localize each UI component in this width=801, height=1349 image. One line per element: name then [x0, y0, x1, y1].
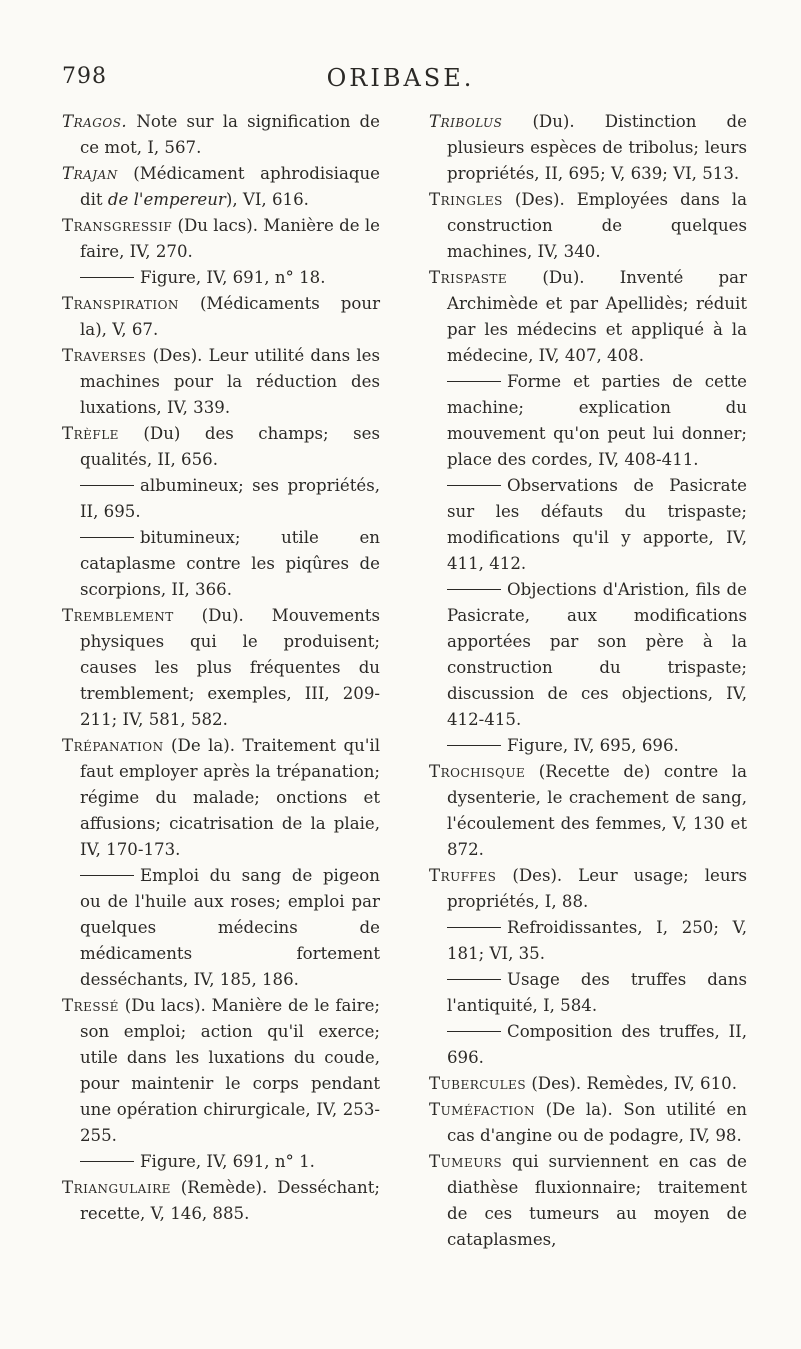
entry-text: (De la). Traitement qu'il faut employer après la trépanation; régime du malade; onctions et affusions; cicatrisation de la plaie, IV, 170-173.	[80, 736, 380, 859]
entry-headword: Truffes	[429, 866, 497, 885]
entry-text: Note sur la signification de ce mot, I, 567.	[80, 112, 380, 157]
entry-text: Figure, IV, 691, n° 1.	[140, 1152, 315, 1171]
entry-text: (Du). Distinction de plusieurs espèces de tribolus; leurs propriétés, II, 695; V, 639; VI, 513.	[447, 112, 747, 183]
index-subentry	[429, 1019, 747, 1071]
entry-headword: Trèfle	[62, 424, 119, 443]
entry-text: (Médicaments pour la), V, 67.	[80, 294, 380, 339]
entry-text: (Recette de) contre la dysenterie, le crachement de sang, l'écoulement des femmes, V, 130 et 872.	[447, 762, 747, 859]
index-entry	[62, 733, 380, 863]
index-entry	[62, 993, 380, 1149]
entry-headword: Tressé	[62, 996, 119, 1015]
index-entry	[62, 291, 380, 343]
entry-text: (Du) des champs; ses qualités, II, 656.	[80, 424, 380, 469]
entry-text: Figure, IV, 695, 696.	[507, 736, 679, 755]
entry-text: Objections d'Aristion, fils de Pasicrate, aux modifications apportées par son père à la construction du trispaste; discussion de ces objections, IV, 412-415.	[447, 580, 747, 729]
index-subentry	[62, 265, 380, 291]
index-entry	[62, 161, 380, 213]
entry-headword: Transgressif	[62, 216, 173, 235]
index-entry	[429, 863, 747, 915]
entry-text: qui surviennent en cas de diathèse fluxionnaire; traitement de ces tumeurs au moyen de cataplasmes,	[447, 1152, 747, 1249]
entry-text: Refroidissantes, I, 250; V, 181; VI, 35.	[447, 918, 747, 963]
entry-text: Figure, IV, 691, n° 18.	[140, 268, 326, 287]
entry-headword: Triangulaire	[62, 1178, 171, 1197]
index-subentry	[62, 525, 380, 603]
entry-text: Observations de Pasicrate sur les défauts du trispaste; modifications qu'il y apporte, IV, 411, 412.	[447, 476, 747, 573]
entry-text: (Des). Leur usage; leurs propriétés, I, 88.	[447, 866, 747, 911]
index-subentry	[429, 473, 747, 577]
entry-text: (Médicament aphrodisiaque dit	[80, 164, 380, 209]
entry-text: albumineux; ses propriétés, II, 695.	[80, 476, 380, 521]
page-number: 798	[62, 64, 107, 89]
entry-headword: Tubercules	[429, 1074, 527, 1093]
index-entry	[429, 187, 747, 265]
entry-headword: Transpiration	[62, 294, 179, 313]
entry-text: ), VI, 616.	[225, 190, 309, 209]
index-entry	[62, 109, 380, 161]
entry-headword: Tribolus	[429, 112, 503, 131]
left-column	[62, 109, 380, 1227]
entry-headword: Tringles	[429, 190, 503, 209]
entry-text: Composition des truffes, II, 696.	[447, 1022, 747, 1067]
entry-text: (Remède). Desséchant; recette, V, 146, 885.	[80, 1178, 380, 1223]
running-title: ORIBASE.	[326, 64, 475, 92]
index-subentry	[429, 915, 747, 967]
index-entry	[429, 1071, 747, 1097]
index-entry	[62, 1175, 380, 1227]
entry-text: (Des). Leur utilité dans les machines pour la réduction des luxations, IV, 339.	[80, 346, 380, 417]
index-subentry	[429, 733, 747, 759]
index-entry	[429, 759, 747, 863]
index-entry	[429, 1149, 747, 1253]
index-subentry	[62, 1149, 380, 1175]
index-subentry	[62, 473, 380, 525]
index-subentry	[429, 369, 747, 473]
index-entry	[62, 343, 380, 421]
entry-text: (Du lacs). Manière de le faire; son emploi; action qu'il exerce; utile dans les luxations du coude, pour maintenir le corps pendant une opération chirurgicale, IV, 253-255.	[80, 996, 380, 1145]
entry-headword: Tumeurs	[429, 1152, 503, 1171]
index-subentry	[62, 863, 380, 993]
entry-headword: Trispaste	[429, 268, 508, 287]
entry-headword: Trajan	[62, 164, 118, 183]
index-entry	[429, 265, 747, 369]
page-header	[62, 64, 739, 100]
entry-headword: Tremblement	[62, 606, 174, 625]
entry-text: (Du lacs). Manière de le faire, IV, 270.	[80, 216, 380, 261]
index-entry	[62, 213, 380, 265]
entry-headword: Trochisque	[429, 762, 526, 781]
entry-headword: Trépanation	[62, 736, 164, 755]
index-entry	[429, 109, 747, 187]
entry-text: (De la). Son utilité en cas d'angine ou de podagre, IV, 98.	[447, 1100, 747, 1145]
entry-text: Usage des truffes dans l'antiquité, I, 584.	[447, 970, 747, 1015]
entry-headword: Tragos.	[62, 112, 128, 131]
entry-headword: Tuméfaction	[429, 1100, 535, 1119]
index-entry	[62, 603, 380, 733]
entry-text: Emploi du sang de pigeon ou de l'huile aux roses; emploi par quelques médecins de médicaments fortement desséchants, IV, 185, 186.	[80, 866, 380, 989]
index-subentry	[429, 577, 747, 733]
entry-text: (Des). Remèdes, IV, 610.	[526, 1074, 737, 1093]
entry-text: (Du). Mouvements physiques qui le produisent; causes les plus fréquentes du tremblement; exemples, III, 209-211; IV, 581, 582.	[80, 606, 380, 729]
index-entry	[62, 421, 380, 473]
entry-text: bitumineux; utile en cataplasme contre les piqûres de scorpions, II, 366.	[80, 528, 380, 599]
entry-headword: Traverses	[62, 346, 147, 365]
entry-italic-text: de l'empereur	[107, 190, 226, 209]
right-column	[429, 109, 747, 1253]
entry-text: (Du). Inventé par Archimède et par Apellidès; réduit par les médecins et appliqué à la médecine, IV, 407, 408.	[447, 268, 747, 365]
entry-text: (Des). Employées dans la construction de quelques machines, IV, 340.	[447, 190, 747, 261]
index-subentry	[429, 967, 747, 1019]
entry-text: Forme et parties de cette machine; explication du mouvement qu'on peut lui donner; place des cordes, IV, 408-411.	[447, 372, 747, 469]
index-entry	[429, 1097, 747, 1149]
